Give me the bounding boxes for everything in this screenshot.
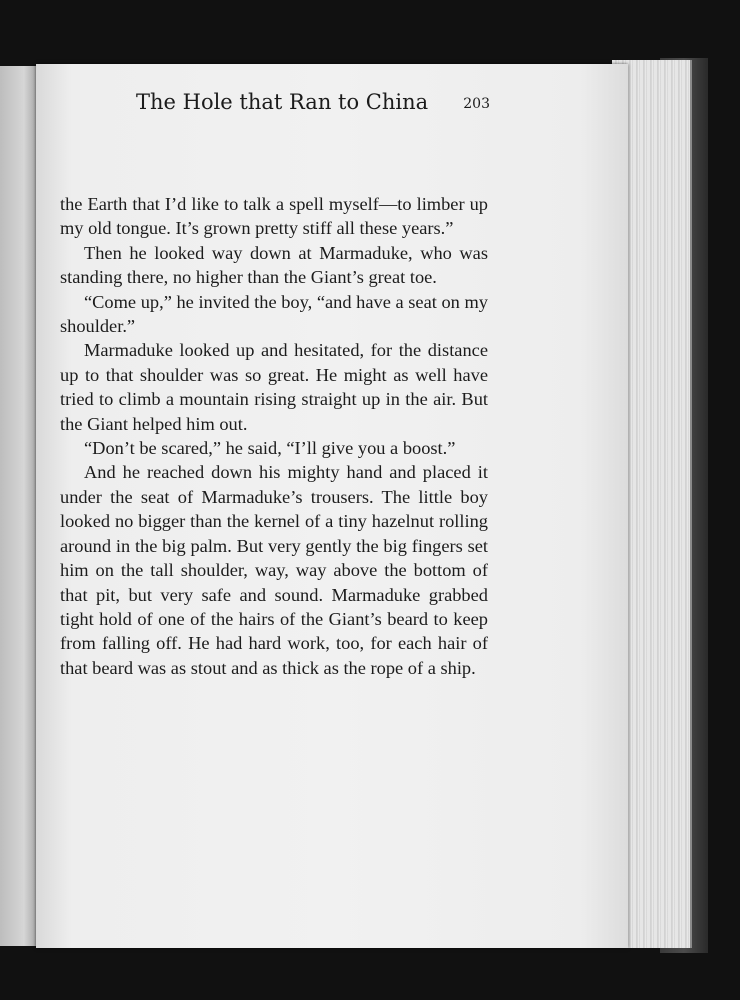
page-header: [100, 90, 490, 120]
paragraph: the Earth that I’d like to talk a spell myself—to limber up my old tongue. It’s grown pretty stiff all these years.”: [60, 194, 488, 239]
paragraph: And he reached down his mighty hand and placed it under the seat of Marmaduke’s trousers. The little boy looked no bigger than the kernel of a tiny hazelnut rolling around in the big palm. But very gently the big fingers set him on the tall shoulder, way, way above the bottom of that pit, but very safe and sound. Marmaduke grabbed tight hold of one of the hairs of the Giant’s beard to keep from falling off. He had hard work, too, for each hair of that beard was as stout and as thick as the rope of a ship.: [60, 462, 488, 678]
page-number: 203: [463, 96, 490, 112]
paragraph: Then he looked way down at Marmaduke, who was standing there, no higher than the Giant’s great toe.: [60, 242, 488, 288]
paragraph: “Don’t be scared,” he said, “I’ll give you a boost.”: [84, 438, 456, 459]
paragraph: “Come up,” he invited the boy, “and have a seat on my shoulder.”: [60, 291, 488, 337]
left-page-edge: [0, 66, 40, 946]
paragraph: Marmaduke looked up and hesitated, for the distance up to that shoulder was so great. He might as well have tried to climb a mountain rising straight up in the air. But the Giant helped him out.: [60, 340, 488, 434]
running-title: The Hole that Ran to China: [136, 90, 429, 114]
body-text: [60, 192, 488, 680]
